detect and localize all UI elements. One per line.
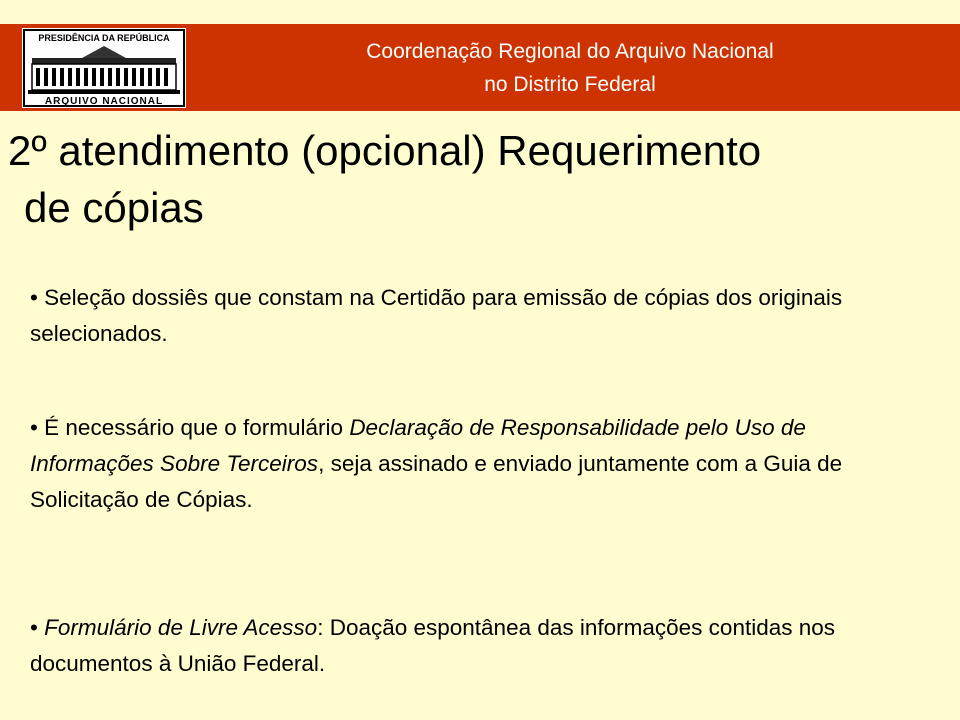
bullet-emphasis: Declaração de Responsabilidade pelo Uso de Informações Sobre Terceiros [30,415,806,476]
bullet-emphasis: Formulário de Livre Acesso [44,615,318,640]
bullet-text: Seleção dossiês que constam na Certidão para emissão de cópias dos originais selecionados. [30,285,843,346]
header-line-1: Coordenação Regional do Arquivo Nacional [366,40,774,63]
logo-top-text: PRESIDÊNCIA DA REPÚBLICA [38,33,170,43]
bullet-item-2 [30,410,935,518]
bullet-suffix: , seja assinado e enviado juntamente com a Guia de Solicitação de Cópias. [30,451,843,512]
bullet-prefix: É necessário que o formulário [44,415,350,440]
bullet-marker: • [30,415,38,440]
header-line-2: no Distrito Federal [484,73,656,96]
building-logo-icon [22,28,186,108]
slide-title-line-2: de cópias [24,184,204,231]
bullet-marker: • [30,285,38,310]
logo-bottom-text: ARQUIVO NACIONAL [44,96,164,107]
arquivo-nacional-logo [22,28,186,108]
bullet-item-1 [30,280,935,352]
bullet-marker: • [30,615,38,640]
slide-title [8,122,960,236]
bullet-item-3 [30,610,935,682]
slide-title-line-1: 2º atendimento (opcional) Requerimento [8,127,762,174]
header-title [200,35,940,101]
bullet-suffix: : Doação espontânea das informações contidas nos documentos à União Federal. [30,615,836,676]
